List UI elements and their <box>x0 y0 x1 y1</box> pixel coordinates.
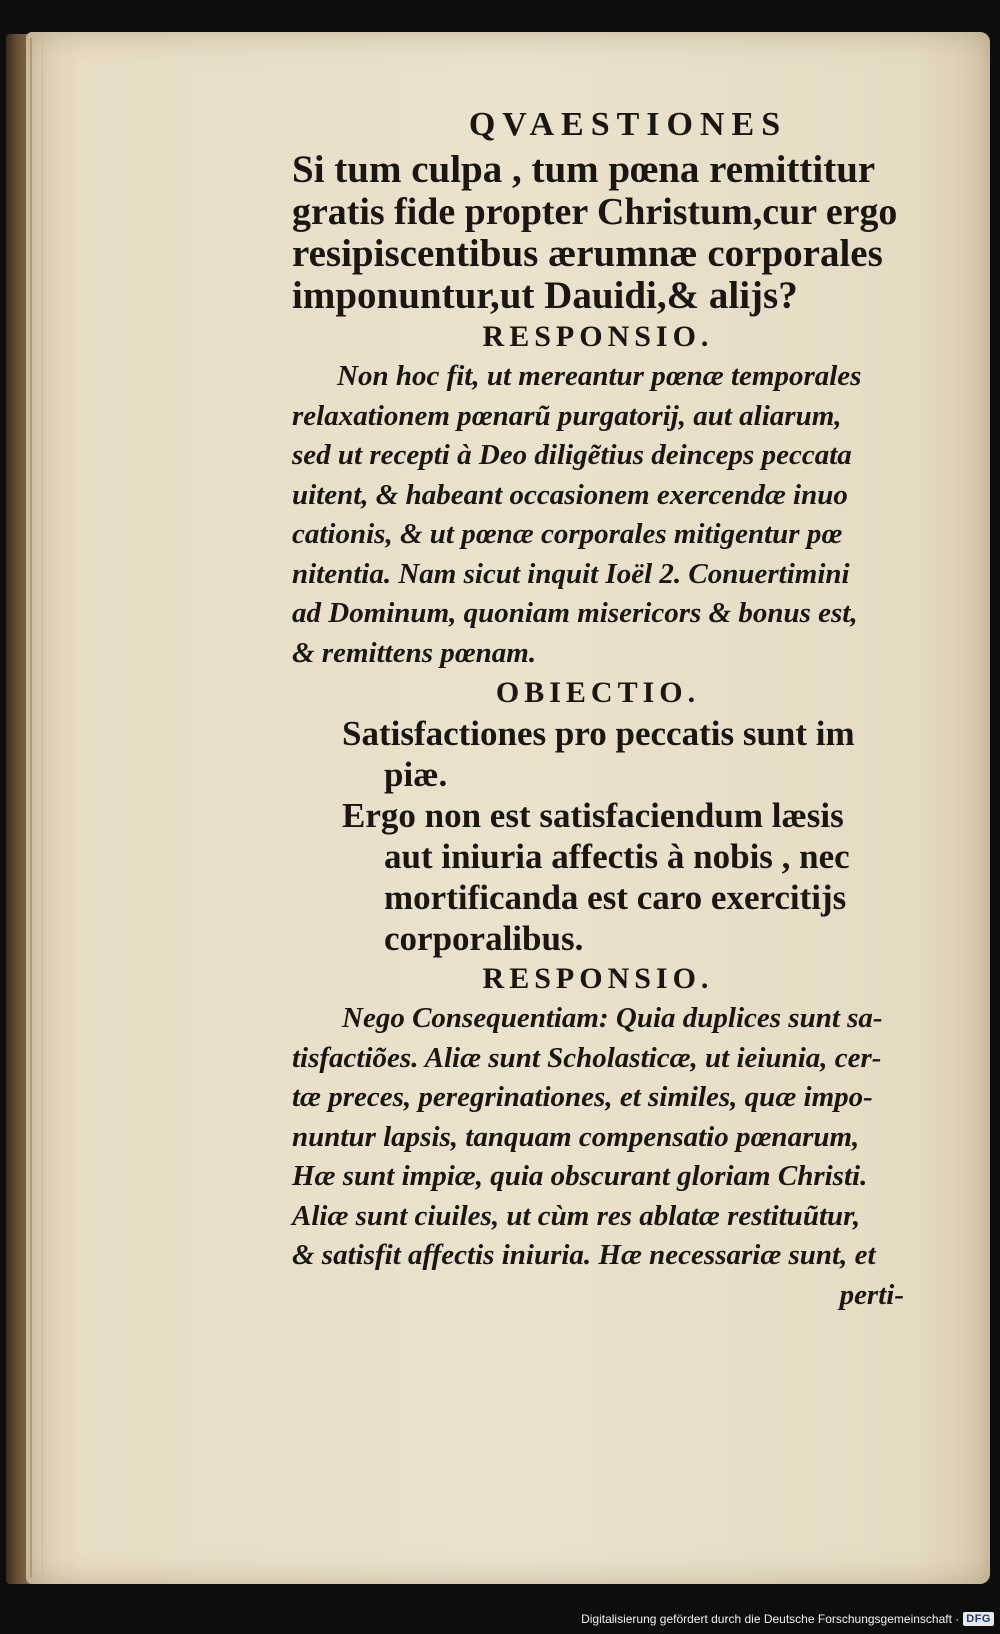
responsio-line: nitentia. Nam sicut inquit Ioël 2. Conuertimini <box>292 557 850 590</box>
catchword: perti- <box>839 1278 904 1311</box>
footer-credit: Digitalisierung gefördert durch die Deutsche Forschungsgemeinschaft · <box>581 1612 960 1626</box>
responsio-2-line: Hæ sunt impiæ, quia obscurant gloriam Christi. <box>292 1160 868 1192</box>
objectio-premise <box>292 713 904 795</box>
objectio-line: corporalibus. <box>384 919 584 958</box>
responsio-line: relaxationem pœnarũ purgatorij, aut aliarum, <box>292 399 842 432</box>
running-head: QVAESTIONES <box>468 106 788 143</box>
objectio-conclusion <box>292 795 904 959</box>
responsio-2-line: tæ preces, peregrinationes, et similes, quæ impo- <box>292 1081 873 1113</box>
question-line: gratis fide propter Christum,cur ergo <box>292 191 898 233</box>
objectio-line: aut iniuria affectis à nobis , nec <box>384 837 850 876</box>
responsio-line: ad Dominum, quoniam misericors & bonus est, <box>292 597 858 629</box>
question-paragraph <box>292 149 904 317</box>
responsio-paragraph <box>292 357 904 673</box>
responsio-line: & remittens pœnam. <box>292 636 537 669</box>
responsio-2-line: Nego Consequentiam: Quia duplices sunt sa- <box>342 1002 883 1034</box>
responsio-heading: RESPONSIO. <box>482 320 714 353</box>
responsio-2-line: nuntur lapsis, tanquam compensatio pœnarum, <box>292 1120 860 1153</box>
question-line: imponuntur,ut Dauidi,& alijs? <box>292 274 798 317</box>
responsio-2-paragraph <box>292 999 904 1315</box>
page-text <box>292 105 904 1315</box>
objectio-line: Satisfactiones pro peccatis sunt im <box>342 714 855 753</box>
objectio-line: mortificanda est caro exercitijs <box>384 878 847 917</box>
dfg-logo: DFG <box>963 1612 994 1626</box>
responsio-line: uitent, & habeant occasionem exercendæ inuo <box>292 478 848 511</box>
responsio-line: sed ut recepti à Deo diligẽtius deinceps peccata <box>292 439 852 471</box>
responsio-line: Non hoc fit, ut mereantur pœnæ temporales <box>337 360 862 392</box>
responsio-2-line: Aliæ sunt ciuiles, ut cùm res ablatæ restituũtur, <box>292 1199 861 1232</box>
objectio-line: piæ. <box>384 755 448 794</box>
question-line: resipiscentibus ærumnæ corporales <box>292 232 883 275</box>
objectio-line: Ergo non est satisfaciendum læsis <box>342 796 844 835</box>
question-line: Si tum culpa , tum pœna remittitur <box>292 148 876 191</box>
responsio-line: cationis, & ut pœnæ corporales mitigentur pœ <box>292 518 843 550</box>
responsio-2-line: tisfactiões. Aliæ sunt Scholasticæ, ut ieiunia, cer- <box>292 1041 882 1074</box>
digitization-footer <box>581 1610 994 1628</box>
responsio-heading-2: RESPONSIO. <box>482 962 714 995</box>
objectio-heading: OBIECTIO. <box>495 676 701 709</box>
responsio-2-line: & satisfit affectis iniuria. Hæ necessariæ sunt, et <box>292 1239 876 1271</box>
